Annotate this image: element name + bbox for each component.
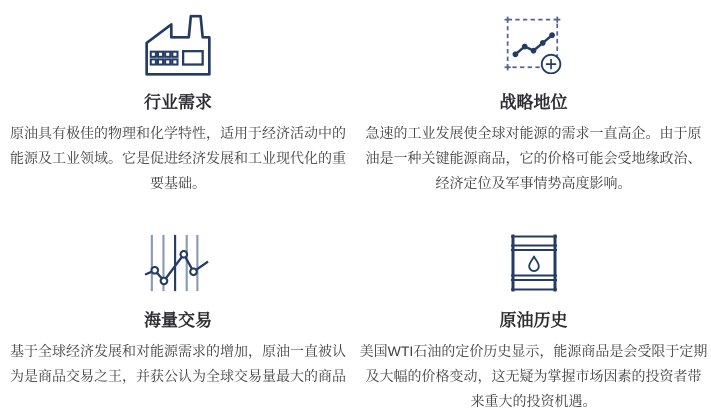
feature-card-strategic-position	[356, 12, 711, 196]
feature-card-industry-demand	[0, 12, 356, 196]
feature-card-massive-trading	[0, 230, 356, 414]
feature-title: 海量交易	[144, 311, 212, 330]
market-lines-icon	[144, 230, 212, 296]
oil-barrel-icon	[509, 230, 559, 296]
feature-description: 基于全球经济发展和对能源需求的增加，原油一直被认为是商品交易之王，并获公认为全球交易量最大的商品	[10, 343, 346, 384]
feature-description: 原油具有极佳的物理和化学特性，适用于经济活动中的能源及工业领域。它是促进经济发展和工业现代化的重要基础。	[10, 125, 346, 191]
feature-description: 急速的工业发展使全球对能源的需求一直高企。由于原油是一种关键能源商品，它的价格可能会受地缘政治、经济定位及军事情势高度影响。	[365, 125, 702, 191]
feature-title: 原油历史	[499, 311, 568, 330]
chart-zoom-icon	[503, 12, 565, 78]
feature-description: 美国WTI石油的定价历史显示，能源商品是会受限于定期及大幅的价格变动，这无疑为掌握市场因素的投资者带来重大的投资机遇。	[359, 343, 708, 409]
feature-card-oil-history	[356, 230, 711, 414]
factory-icon	[141, 12, 215, 78]
feature-title: 战略地位	[499, 93, 568, 112]
feature-title: 行业需求	[144, 93, 212, 112]
